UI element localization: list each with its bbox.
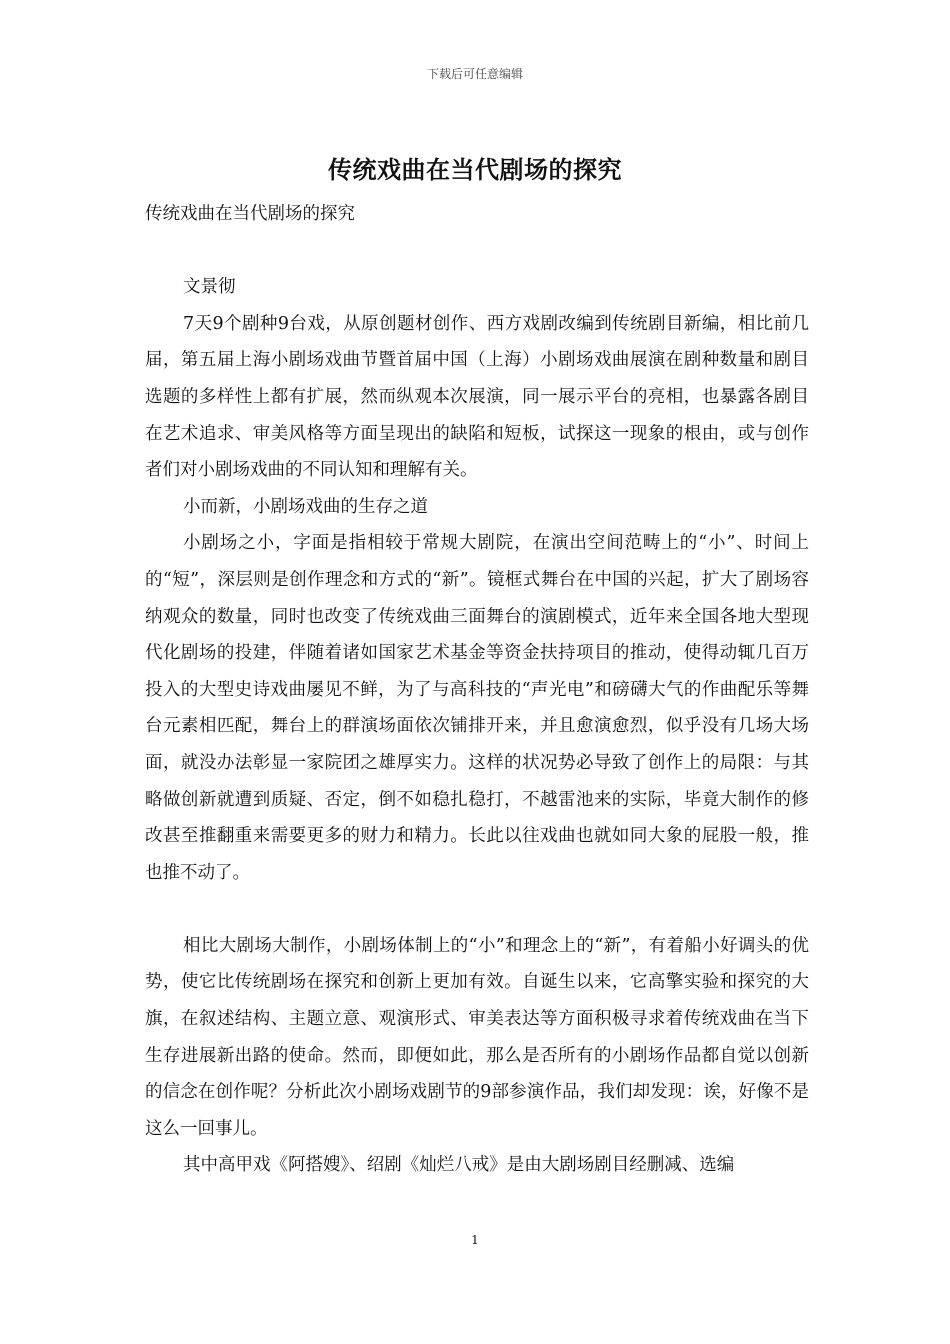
page-number: 1 [471,1233,479,1247]
document-body [145,196,809,1184]
author-name: 文景彻 [183,277,236,298]
paragraph: 7天9个剧种9台戏，从原创题材创作、西方戏剧改编到传统剧目新编，相比前几届，第五届上海小剧场戏曲节暨首届中国（上海）小剧场戏曲展演在剧种数量和剧目选题的多样性上都有扩展，然而纵观本次展演，同一展示平台的亮相，也暴露各剧目在艺术追求、审美风格等方面呈现出的缺陷和短板，试探这一现象的根由，或与创作者们对小剧场戏曲的不同认知和理解有关。 [145,313,809,481]
header-note: 下载后可任意编辑 [426,67,523,81]
spacer [145,891,809,928]
paragraph: 相比大剧场大制作，小剧场体制上的“小”和理念上的“新”，有着船小好调头的优势，使它比传统剧场在探究和创新上更加有效。自诞生以来，它高擎实验和探究的大旗，在叙述结构、主题立意、观演形式、审美表达等方面积极寻求着传统戏曲在当下生存进展新出路的使命。然而，即便如此，那么是否所有的小剧场作品都自觉以创新的信念在创作呢？分析此次小剧场戏剧节的9部参演作品，我们却发现：诶，好像不是这么一回事儿。 [145,935,809,1139]
spacer [145,233,809,270]
paragraph: 小剧场之小，字面是指相较于常规大剧院，在演出空间范畴上的“小”、时间上的“短”，深层则是创作理念和方式的“新”。镜框式舞台在中国的兴起，扩大了剧场容纳观众的数量，同时也改变了传统戏曲三面舞台的演剧模式，近年来全国各地大型现代化剧场的投建，伴随着诸如国家艺术基金等资金扶持项目的推动，使得动辄几百万投入的大型史诗戏曲屡见不鲜，为了与高科技的“声光电”和磅礴大气的作曲配乐等舞台元素相匹配，舞台上的群演场面依次铺排开来，并且愈演愈烈，似乎没有几场大场面，就没办法彰显一家院团之雄厚实力。这样的状况势必导致了创作上的局限：与其略做创新就遭到质疑、否定，倒不如稳扎稳打，不越雷池来的实际，毕竟大制作的修改甚至推翻重来需要更多的财力和精力。长此以往戏曲也就如同大象的屁股一般，推也推不动了。 [145,533,809,883]
paragraph: 其中高甲戏《阿搭嫂》、绍剧《灿烂八戒》是由大剧场剧目经删减、选编 [183,1155,735,1176]
document-title: 传统戏曲在当代剧场的探究 [328,155,622,184]
document-subtitle: 传统戏曲在当代剧场的探究 [145,204,355,224]
section-heading: 小而新，小剧场戏曲的生存之道 [183,496,428,517]
